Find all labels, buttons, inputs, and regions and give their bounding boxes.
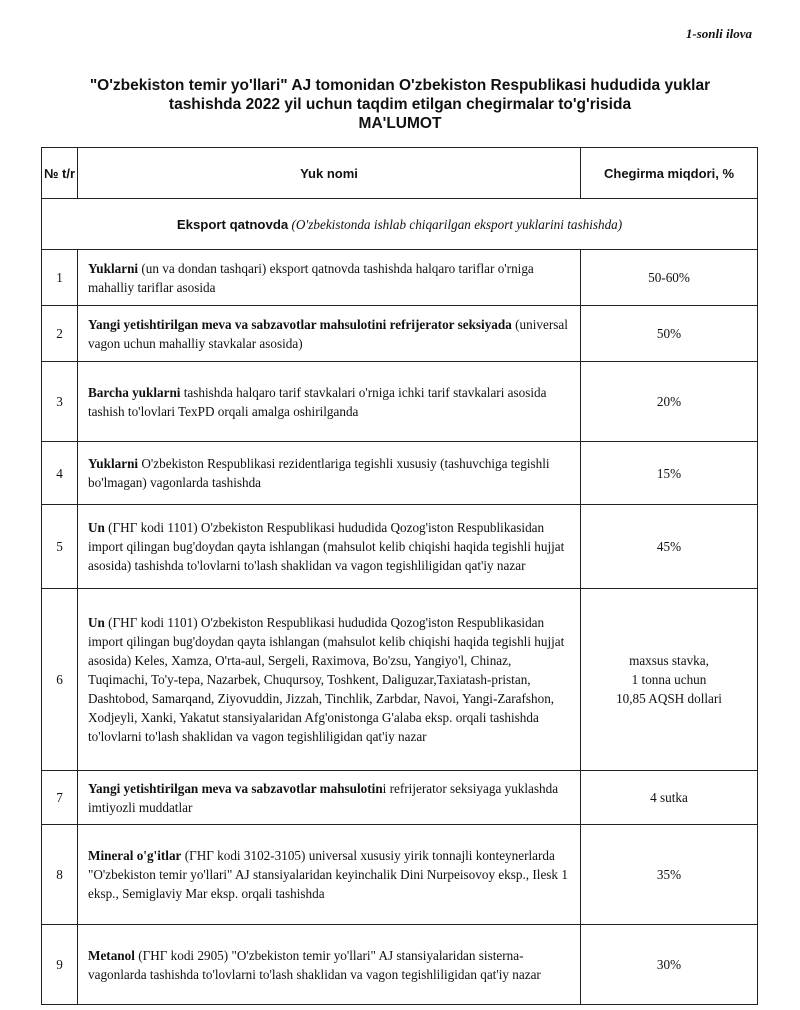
cargo-description: [78, 589, 581, 771]
cargo-description: [78, 306, 581, 362]
table-header-row: [42, 148, 758, 199]
discount-value: 35%: [581, 825, 758, 925]
table-row: [42, 505, 758, 589]
title-line-3: MA'LUMOT: [358, 115, 442, 132]
discount-line-2: 1 tonna uchun: [631, 672, 707, 687]
cargo-bold: Un: [88, 520, 105, 535]
table-row: [42, 442, 758, 505]
cargo-text: tashishda halqaro tarif stavkalari o'rniga ichki tarif stavkalari asosida tashish to'lovlari TexPD orqali amalga oshirilganda: [88, 384, 547, 419]
cargo-text: (ГНГ kodi 1101) O'zbekiston Respublikasi hududida Qozog'iston Respublikasidan import qilingan bug'doydan qayta ishlangan (mahsulot kelib chiqishi haqida tegishli hujjat asosida) tashishda to'lovlarni to'lash shaklidan va vagon tegishliligidan qat'iy nazar: [88, 520, 565, 573]
cargo-text: (universal vagon uchun mahalliy stavkalar asosida): [88, 316, 568, 351]
table-row: [42, 362, 758, 442]
cargo-text: O'zbekiston Respublikasi rezidentlariga tegishli xususiy (tashuvchiga tegishli bo'lmagan) vagonlarda tashishda: [88, 456, 550, 490]
discount-value: 50-60%: [581, 250, 758, 306]
table-row: [42, 925, 758, 1005]
cargo-description: [78, 362, 581, 442]
cargo-description: [78, 505, 581, 589]
cargo-description: [78, 250, 581, 306]
row-number: 9: [42, 925, 78, 1005]
discount-line-3: 10,85 AQSH dollari: [616, 691, 722, 706]
section-heading: [42, 199, 758, 250]
cargo-bold: Metanol: [88, 947, 135, 963]
discount-value: 4 sutka: [581, 771, 758, 825]
row-number: 6: [42, 589, 78, 771]
title-line-2: tashishda 2022 yil uchun taqdim etilgan chegirmalar to'g'risida: [168, 96, 632, 113]
table-row: [42, 825, 758, 925]
cargo-bold: Yuklarni: [88, 260, 139, 276]
row-number: 5: [42, 505, 78, 589]
cargo-description: [78, 771, 581, 825]
cargo-bold: Mineral o'g'itlar: [88, 848, 182, 863]
discount-value: 45%: [581, 505, 758, 589]
section-subtitle: (O'zbekistonda ishlab chiqarilgan eksport yuklarini tashishda): [291, 216, 623, 232]
header-discount: Chegirma miqdori, %: [581, 148, 758, 199]
row-number: 2: [42, 306, 78, 362]
row-number: 8: [42, 825, 78, 925]
discounts-table: [41, 147, 758, 1005]
row-number: 1: [42, 250, 78, 306]
discount-value: 30%: [581, 925, 758, 1005]
table-row: [42, 771, 758, 825]
cargo-text: (un va dondan tashqari) eksport qatnovda tashishda halqaro tariflar o'rniga mahalliy tariflar asosida: [88, 260, 534, 295]
title-line-1: "O'zbekiston temir yo'llari" AJ tomonidan O'zbekiston Respublikasi hududida yuklar: [89, 77, 711, 94]
section-title: Eksport qatnovda: [176, 216, 289, 232]
cargo-text: i refrijerator seksiyaga yuklashda imtiyozli muddatlar: [88, 780, 559, 815]
row-number: 7: [42, 771, 78, 825]
cargo-text: (ГНГ kodi 1101) O'zbekiston Respublikasi hududida Qozog'iston Respublikasidan import qilingan bug'doydan qayta ishlangan (mahsulot kelib chiqishi haqida tegishli hujjat asosida) Keles, Xamza, O'rta-aul, Sergeli, Raximova, Bo'zsu, Yangiyo'l, Chinaz, Tuqimachi, To'y-tepa, Nazarbek, Chuqursoy, Toshkent, Daliguzar,Taxiatash-pristan, Dashtobod, Samarqand, Ziyovuddin, Jizzah, Tinchlik, Zarbdar, Navoi, Yangi-Zarafshon, Xodjeyli, Xanki, Yakatut stansiyalaridan Afg'onistonga G'alaba eksp. orqali tashishda to'lovlarni to'lash shaklidan va vagon tegishliligidan qat'iy nazar: [88, 615, 565, 744]
discount-value: 20%: [581, 362, 758, 442]
annex-label: 1-sonli ilova: [685, 26, 752, 41]
cargo-description: [78, 442, 581, 505]
discount-value: 15%: [581, 442, 758, 505]
row-number: 4: [42, 442, 78, 505]
cargo-text: (ГНГ kodi 2905) "O'zbekiston temir yo'llari" AJ stansiyalaridan sisterna-vagonlarda tashishda to'lovlarni to'lash shaklidan va vagon tegishliligidan qat'iy nazar: [88, 947, 541, 982]
document-title: [40, 76, 760, 133]
header-number: № t/r: [42, 148, 78, 199]
cargo-bold: Yangi yetishtirilgan meva va sabzavotlar mahsulotin: [88, 780, 383, 796]
table-row: [42, 306, 758, 362]
cargo-bold: Yuklarni: [88, 456, 139, 471]
cargo-description: [78, 825, 581, 925]
cargo-bold: Un: [88, 615, 105, 630]
row-number: 3: [42, 362, 78, 442]
table-row: [42, 250, 758, 306]
cargo-bold: Barcha yuklarni: [88, 384, 181, 400]
discount-value: 50%: [581, 306, 758, 362]
discount-line-1: maxsus stavka,: [629, 653, 709, 668]
section-row: [42, 199, 758, 250]
cargo-bold: Yangi yetishtirilgan meva va sabzavotlar mahsulotini refrijerator seksiyada: [88, 316, 512, 332]
cargo-description: [78, 925, 581, 1005]
cargo-text: (ГНГ kodi 3102-3105) universal xususiy yirik tonnajli konteynerlarda "O'zbekiston temir yo'llari" AJ stansiyalaridan keyinchalik Dini Nurpeisovoy eksp., Ilesk 1 eksp., Semiglaviy Mar eksp. orqali tashishda: [88, 848, 568, 901]
discount-value: [581, 589, 758, 771]
table-row: [42, 589, 758, 771]
header-cargo-name: Yuk nomi: [78, 148, 581, 199]
